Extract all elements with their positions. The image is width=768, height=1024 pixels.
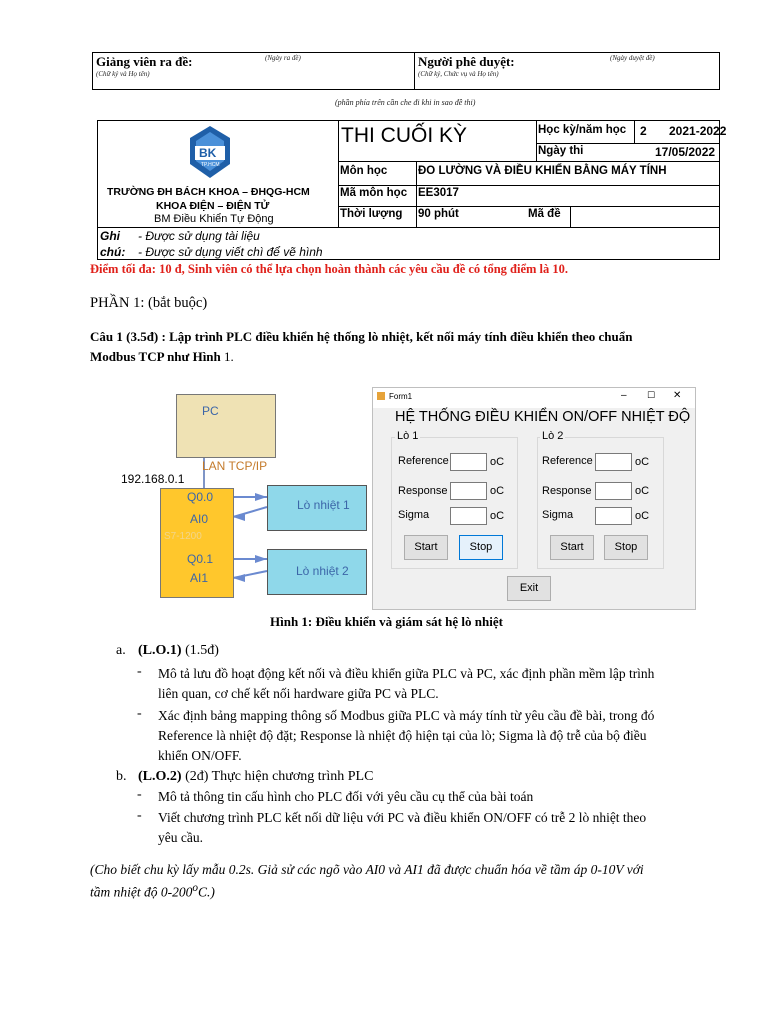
footnote-line1: (Cho biết chu kỳ lấy mẫu 0.2s. Giả sử các ngõ vào AI0 và AI1 đã được chuẩn hóa về tầm áp 0-10V với [90,862,644,877]
q00-label: Q0.0 [187,490,214,504]
item-b-marker: b. [116,769,127,784]
approver-date-hint: (Ngày duyệt đề) [610,54,655,62]
item-a-marker: a. [116,643,126,658]
lecturer-date-hint: (Ngày ra đề) [265,54,301,62]
start-button-2[interactable]: Start [550,535,594,560]
form-icon [377,392,385,400]
stop-button-1[interactable]: Stop [459,535,503,560]
bullet-dash: - [137,808,142,823]
window-title: Form1 [389,392,413,401]
unit-label-2b: oC [635,485,650,497]
bullet-dash: - [137,664,142,679]
unit-label-2c: oC [635,510,650,522]
ai0-label: AI0 [190,512,209,526]
a-bullet2-line1: Xác định bảng mapping thông số Modbus giữa PLC và máy tính từ yêu cầu đề bài, trong đó [158,708,655,723]
oven1-label: Lò nhiệt 1 [297,498,350,512]
form-window [372,387,696,610]
a-bullet1-line2: liên quan, cơ chế kết nối hardware giữa PC và PLC. [158,686,439,701]
code-value: EE3017 [418,187,459,199]
sigma-input-2[interactable] [595,507,632,525]
figure-caption: Hình 1: Điều khiển và giám sát hệ lò nhiệt [270,614,503,629]
b-bullet1: Mô tả thông tin cấu hình cho PLC đối với yêu cầu cụ thể của bài toán [158,789,534,804]
lecturer-label: Giảng viên ra đề: [96,54,193,69]
semester-label: Học kỳ/năm học [538,124,627,136]
note-1: - Được sử dụng tài liệu [138,229,260,243]
approver-label: Người phê duyệt: [418,54,515,69]
bullet-dash: - [137,787,142,802]
note-label-2: chú: [100,245,126,259]
form-heading: HỆ THỐNG ĐIỀU KHIỂN ON/OFF NHIỆT ĐỘ [395,409,691,425]
reference-label-2: Reference [542,455,593,467]
date-value: 17/05/2022 [655,145,716,159]
max-score-note: Điểm tối đa: 10 đ, Sinh viên có thể lựa chọn hoàn thành các yêu cầu đề có tổng điểm là 10. [90,262,569,276]
note-2: - Được sử dụng viết chì để vẽ hình [138,245,323,259]
stop-button-2[interactable]: Stop [604,535,648,560]
response-label-2: Response [542,485,592,497]
ai1-label: AI1 [190,571,209,585]
sigma-label-2: Sigma [542,509,574,521]
close-button[interactable]: ✕ [673,390,682,401]
ip-label: 192.168.0.1 [121,472,185,486]
minimize-button[interactable]: – [621,390,627,401]
a-bullet1-line1: Mô tả lưu đồ hoạt động kết nối và điều khiển giữa PLC và PC, xác định phần mềm lập trình [158,666,655,681]
response-label-1: Response [398,485,448,497]
response-input-2[interactable] [595,482,632,500]
maximize-button[interactable]: ☐ [647,390,656,400]
pc-label: PC [202,404,219,418]
reference-input-1[interactable] [450,453,487,471]
note-label-1: Ghi [100,229,120,243]
lan-label: LAN TCP/IP [202,459,268,473]
duration-value: 90 phút [418,208,459,220]
exam-title: THI CUỐI KỲ [341,124,468,147]
a-bullet2-line2: Reference là nhiệt độ đặt; Response là nhiệt độ hiện tại của lò; Sigma là độ trễ của bộ điều [158,728,647,743]
start-button-1[interactable]: Start [404,535,448,560]
exit-button[interactable]: Exit [507,576,551,601]
reference-input-2[interactable] [595,453,632,471]
item-b-heading: (L.O.2) (2đ) Thực hiện chương trình PLC [138,769,374,784]
subject-label: Môn học [340,165,388,177]
cut-note: (phần phía trên cần che đi khi in sao đề thi) [335,98,476,107]
q1-line1: Câu 1 (3.5đ) : Lập trình PLC điều khiển hệ thống lò nhiệt, kết nối máy tính điều khiển theo chuẩn [90,329,633,344]
year-value: 2021-2022 [669,124,727,138]
unit-label-2a: oC [635,456,650,468]
part1-title: PHẦN 1: (bắt buộc) [90,295,208,311]
department-name: BM Điều Khiển Tự Động [154,213,274,225]
date-label: Ngày thi [538,145,584,157]
group-lo2-label: Lò 2 [542,430,564,442]
approver-sign-hint: (Chữ ký, Chức vụ và Họ tên) [418,70,499,78]
bk-logo: BK TP.HCM [186,124,234,180]
university-name: TRƯỜNG ĐH BÁCH KHOA – ĐHQG-HCM [107,186,310,198]
duration-label: Thời lượng [340,208,403,220]
bullet-dash: - [137,706,142,721]
code-label: Mã môn học [340,187,408,199]
footnote-line2: tầm nhiệt độ 0-200$^o$C.) [90,882,215,900]
subject-value: ĐO LƯỜNG VÀ ĐIỀU KHIỂN BẰNG MÁY TÍNH [418,165,667,177]
b-bullet2-line2: yêu cầu. [158,830,203,845]
oven2-label: Lò nhiệt 2 [296,564,349,578]
unit-label-1a: oC [490,456,505,468]
unit-label-1c: oC [490,510,505,522]
reference-label-1: Reference [398,455,449,467]
item-a-heading: (L.O.1) (1.5đ) [138,643,219,658]
pc-box [176,394,276,458]
q1-line2: Modbus TCP như Hình 1. [90,349,234,364]
exam-code-label: Mã đề [528,208,561,220]
q01-label: Q0.1 [187,552,214,566]
lecturer-sign-hint: (Chữ ký và Họ tên) [96,70,150,78]
faculty-name: KHOA ĐIỆN – ĐIỆN TỬ [156,200,270,212]
sigma-input-1[interactable] [450,507,487,525]
semester-value: 2 [640,124,647,138]
response-input-1[interactable] [450,482,487,500]
b-bullet2-line1: Viết chương trình PLC kết nối dữ liệu với PC và điều khiển ON/OFF có trễ 2 lò nhiệt theo [158,810,647,825]
plc-label: S7-1200 [164,531,202,542]
group-lo1-label: Lò 1 [397,430,419,442]
a-bullet2-line3: khiển ON/OFF. [158,748,242,763]
unit-label-1b: oC [490,485,505,497]
sigma-label-1: Sigma [398,509,430,521]
